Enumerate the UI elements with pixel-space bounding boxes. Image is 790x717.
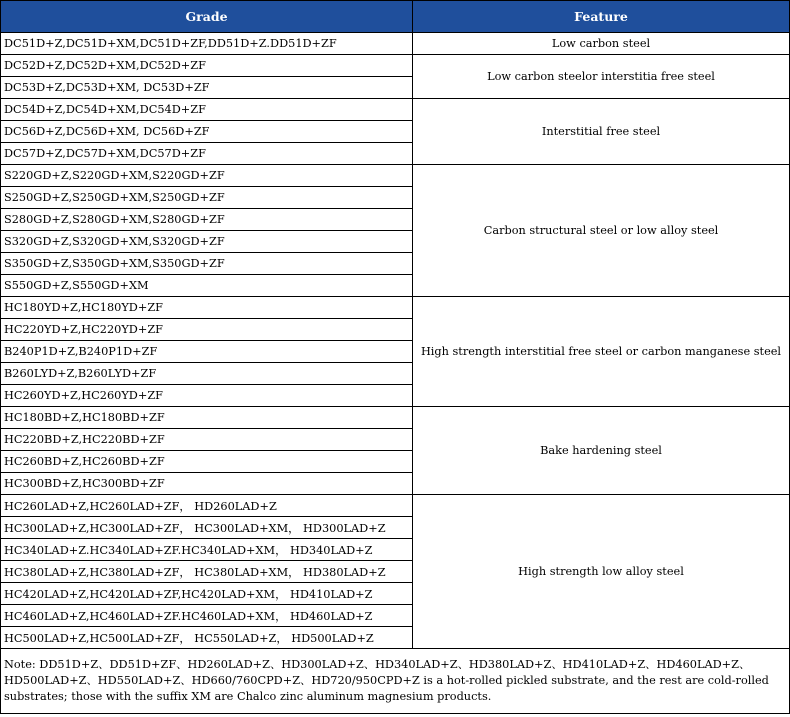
grade-cell: HC380LAD+Z,HC380LAD+ZF， HC380LAD+XM， HD380LAD+Z — [1, 561, 413, 583]
grade-cell: B240P1D+Z,B240P1D+ZF — [1, 341, 413, 363]
grade-cell: DC54D+Z,DC54D+XM,DC54D+ZF — [1, 99, 413, 121]
note-row — [1, 649, 790, 714]
grade-cell: HC220BD+Z,HC220BD+ZF — [1, 429, 413, 451]
header-row — [1, 1, 790, 33]
table-row — [1, 33, 790, 55]
feature-cell: Bake hardening steel — [413, 407, 790, 495]
grade-cell: HC180YD+Z,HC180YD+ZF — [1, 297, 413, 319]
grade-cell: DC53D+Z,DC53D+XM, DC53D+ZF — [1, 77, 413, 99]
feature-cell: Low carbon steel — [413, 33, 790, 55]
grade-cell: DC57D+Z,DC57D+XM,DC57D+ZF — [1, 143, 413, 165]
grade-cell: HC340LAD+Z.HC340LAD+ZF.HC340LAD+XM， HD340LAD+Z — [1, 539, 413, 561]
table-row — [1, 99, 790, 121]
grade-cell: HC260BD+Z,HC260BD+ZF — [1, 451, 413, 473]
table-row — [1, 297, 790, 319]
grade-cell: HC260YD+Z,HC260YD+ZF — [1, 385, 413, 407]
grade-cell: HC300LAD+Z,HC300LAD+ZF， HC300LAD+XM， HD300LAD+Z — [1, 517, 413, 539]
grade-cell: HC420LAD+Z,HC420LAD+ZF,HC420LAD+XM， HD410LAD+Z — [1, 583, 413, 605]
feature-cell: High strength low alloy steel — [413, 495, 790, 649]
grade-cell: HC220YD+Z,HC220YD+ZF — [1, 319, 413, 341]
feature-cell: Carbon structural steel or low alloy steel — [413, 165, 790, 297]
grade-cell: S320GD+Z,S320GD+XM,S320GD+ZF — [1, 231, 413, 253]
feature-cell: Interstitial free steel — [413, 99, 790, 165]
feature-header: Feature — [413, 1, 790, 33]
feature-cell: High strength interstitial free steel or carbon manganese steel — [413, 297, 790, 407]
table-row — [1, 55, 790, 77]
grade-cell: HC500LAD+Z,HC500LAD+ZF， HC550LAD+Z， HD500LAD+Z — [1, 627, 413, 649]
grade-cell: DC51D+Z,DC51D+XM,DC51D+ZF,DD51D+Z.DD51D+ZF — [1, 33, 413, 55]
grade-cell: S250GD+Z,S250GD+XM,S250GD+ZF — [1, 187, 413, 209]
grade-cell: HC180BD+Z,HC180BD+ZF — [1, 407, 413, 429]
note-text: Note: DD51D+Z、DD51D+ZF、HD260LAD+Z、HD300LAD+Z、HD340LAD+Z、HD380LAD+Z、HD410LAD+Z、HD460LAD+Z、HD500LAD+Z、HD550LAD+Z、HD660/760CPD+Z、HD720/950CPD+Z is a hot-rolled pickled substrate, and the rest are cold-rolled substrates; those with the suffix XM are Chalco zinc aluminum magnesium products. — [1, 649, 790, 714]
grade-cell: S280GD+Z,S280GD+XM,S280GD+ZF — [1, 209, 413, 231]
grade-cell: S220GD+Z,S220GD+XM,S220GD+ZF — [1, 165, 413, 187]
grade-cell: HC460LAD+Z,HC460LAD+ZF.HC460LAD+XM， HD460LAD+Z — [1, 605, 413, 627]
grade-cell: S550GD+Z,S550GD+XM — [1, 275, 413, 297]
table-row — [1, 495, 790, 517]
grade-cell: B260LYD+Z,B260LYD+ZF — [1, 363, 413, 385]
table-body — [1, 33, 790, 649]
grade-cell: DC52D+Z,DC52D+XM,DC52D+ZF — [1, 55, 413, 77]
grade-cell: DC56D+Z,DC56D+XM, DC56D+ZF — [1, 121, 413, 143]
feature-cell: Low carbon steelor interstitia free steel — [413, 55, 790, 99]
table-row — [1, 407, 790, 429]
table-row — [1, 165, 790, 187]
grade-cell: HC300BD+Z,HC300BD+ZF — [1, 473, 413, 495]
grade-cell: HC260LAD+Z,HC260LAD+ZF， HD260LAD+Z — [1, 495, 413, 517]
grade-cell: S350GD+Z,S350GD+XM,S350GD+ZF — [1, 253, 413, 275]
grade-header: Grade — [1, 1, 413, 33]
